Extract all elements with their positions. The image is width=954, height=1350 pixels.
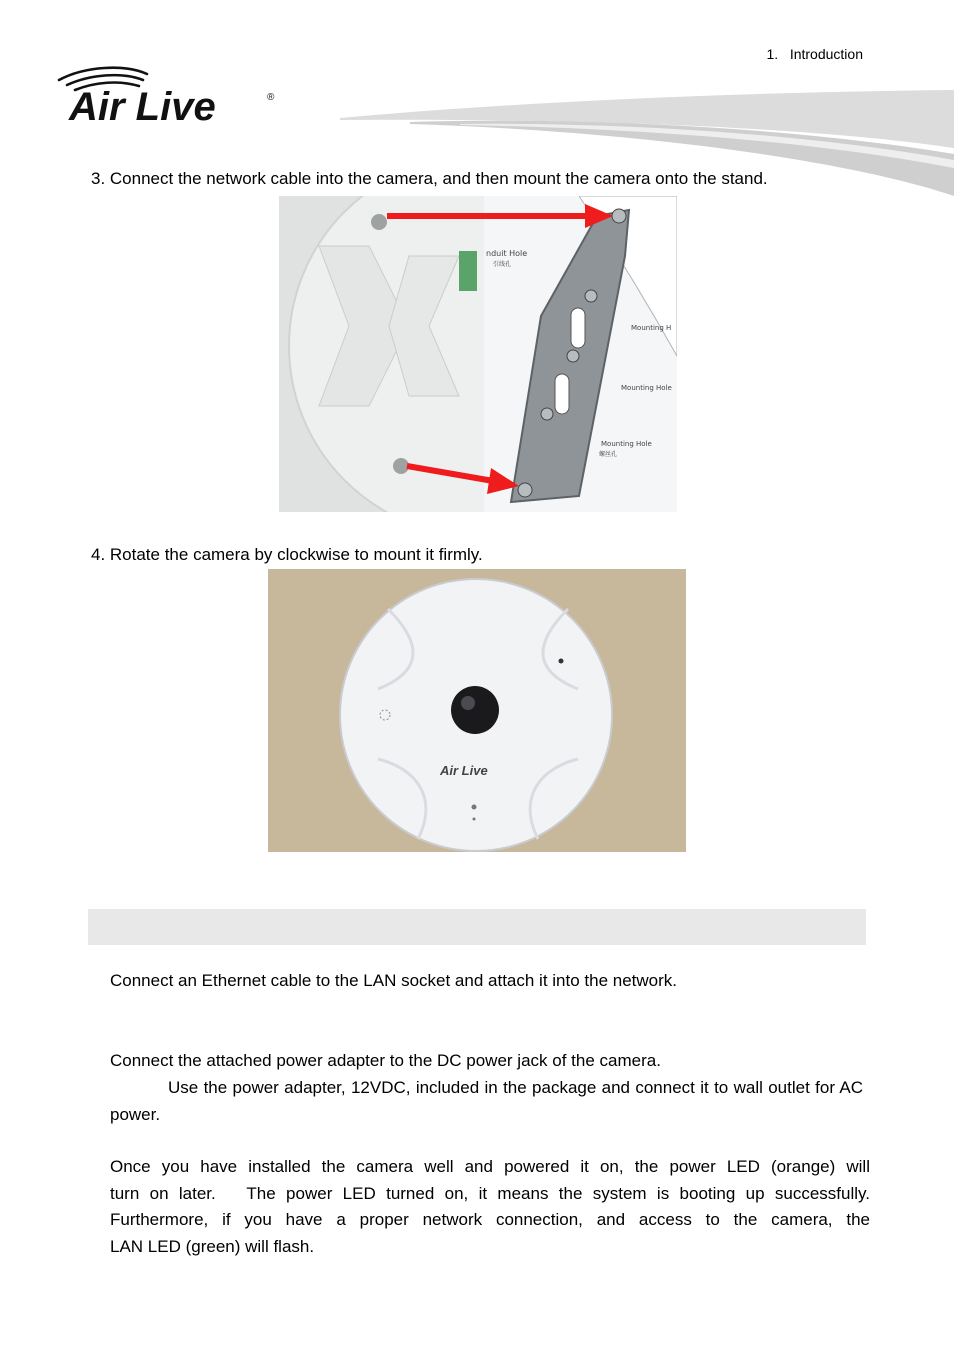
- mounting-hole-label-1: Mounting H: [631, 324, 672, 332]
- adapter-instruction: Use the power adapter, 12VDC, included in the package and connect it to wall outlet for AC power.: [110, 1078, 863, 1124]
- mounting-hole-label-2: Mounting Hole: [621, 384, 672, 392]
- led-line-1: Once you have installed the camera well and powered it on, the power LED (orange) will: [110, 1157, 870, 1176]
- led-status-paragraph: [110, 1154, 870, 1260]
- airlive-logo: [55, 62, 285, 128]
- mounting-hole-label-3: Mounting Hole: [601, 440, 652, 448]
- conduit-hole-label: nduit Hole: [486, 249, 528, 258]
- section-heading-bar: [88, 909, 866, 945]
- led-line-3: Furthermore, if you have a proper network connection, and access to the camera, the: [110, 1210, 870, 1229]
- power-instruction: Connect the attached power adapter to the DC power jack of the camera.: [110, 1051, 661, 1070]
- ethernet-instruction: Connect an Ethernet cable to the LAN socket and attach it into the network.: [110, 971, 678, 990]
- chapter-heading: 1. Introduction: [766, 46, 863, 62]
- conduit-hole-cn-label: 引线孔: [493, 261, 512, 268]
- step-3-text: 3. Connect the network cable into the camera, and then mount the camera onto the stand.: [91, 169, 768, 188]
- camera-logo-text: Air Live: [440, 763, 488, 778]
- mounting-plate-photo: [279, 196, 677, 512]
- led-line-4: LAN LED (green) will flash.: [110, 1236, 315, 1256]
- led-line-2: turn on later. The power LED turned on, it means the system is booting up successfully.: [110, 1183, 870, 1203]
- mounting-hole-cn-label: 螺丝孔: [599, 451, 618, 458]
- step-4-text: 4. Rotate the camera by clockwise to mount it firmly.: [91, 545, 483, 564]
- logo-text: Air Live: [69, 85, 216, 128]
- svg-text:®: ®: [267, 92, 275, 103]
- camera-photo: [268, 569, 686, 852]
